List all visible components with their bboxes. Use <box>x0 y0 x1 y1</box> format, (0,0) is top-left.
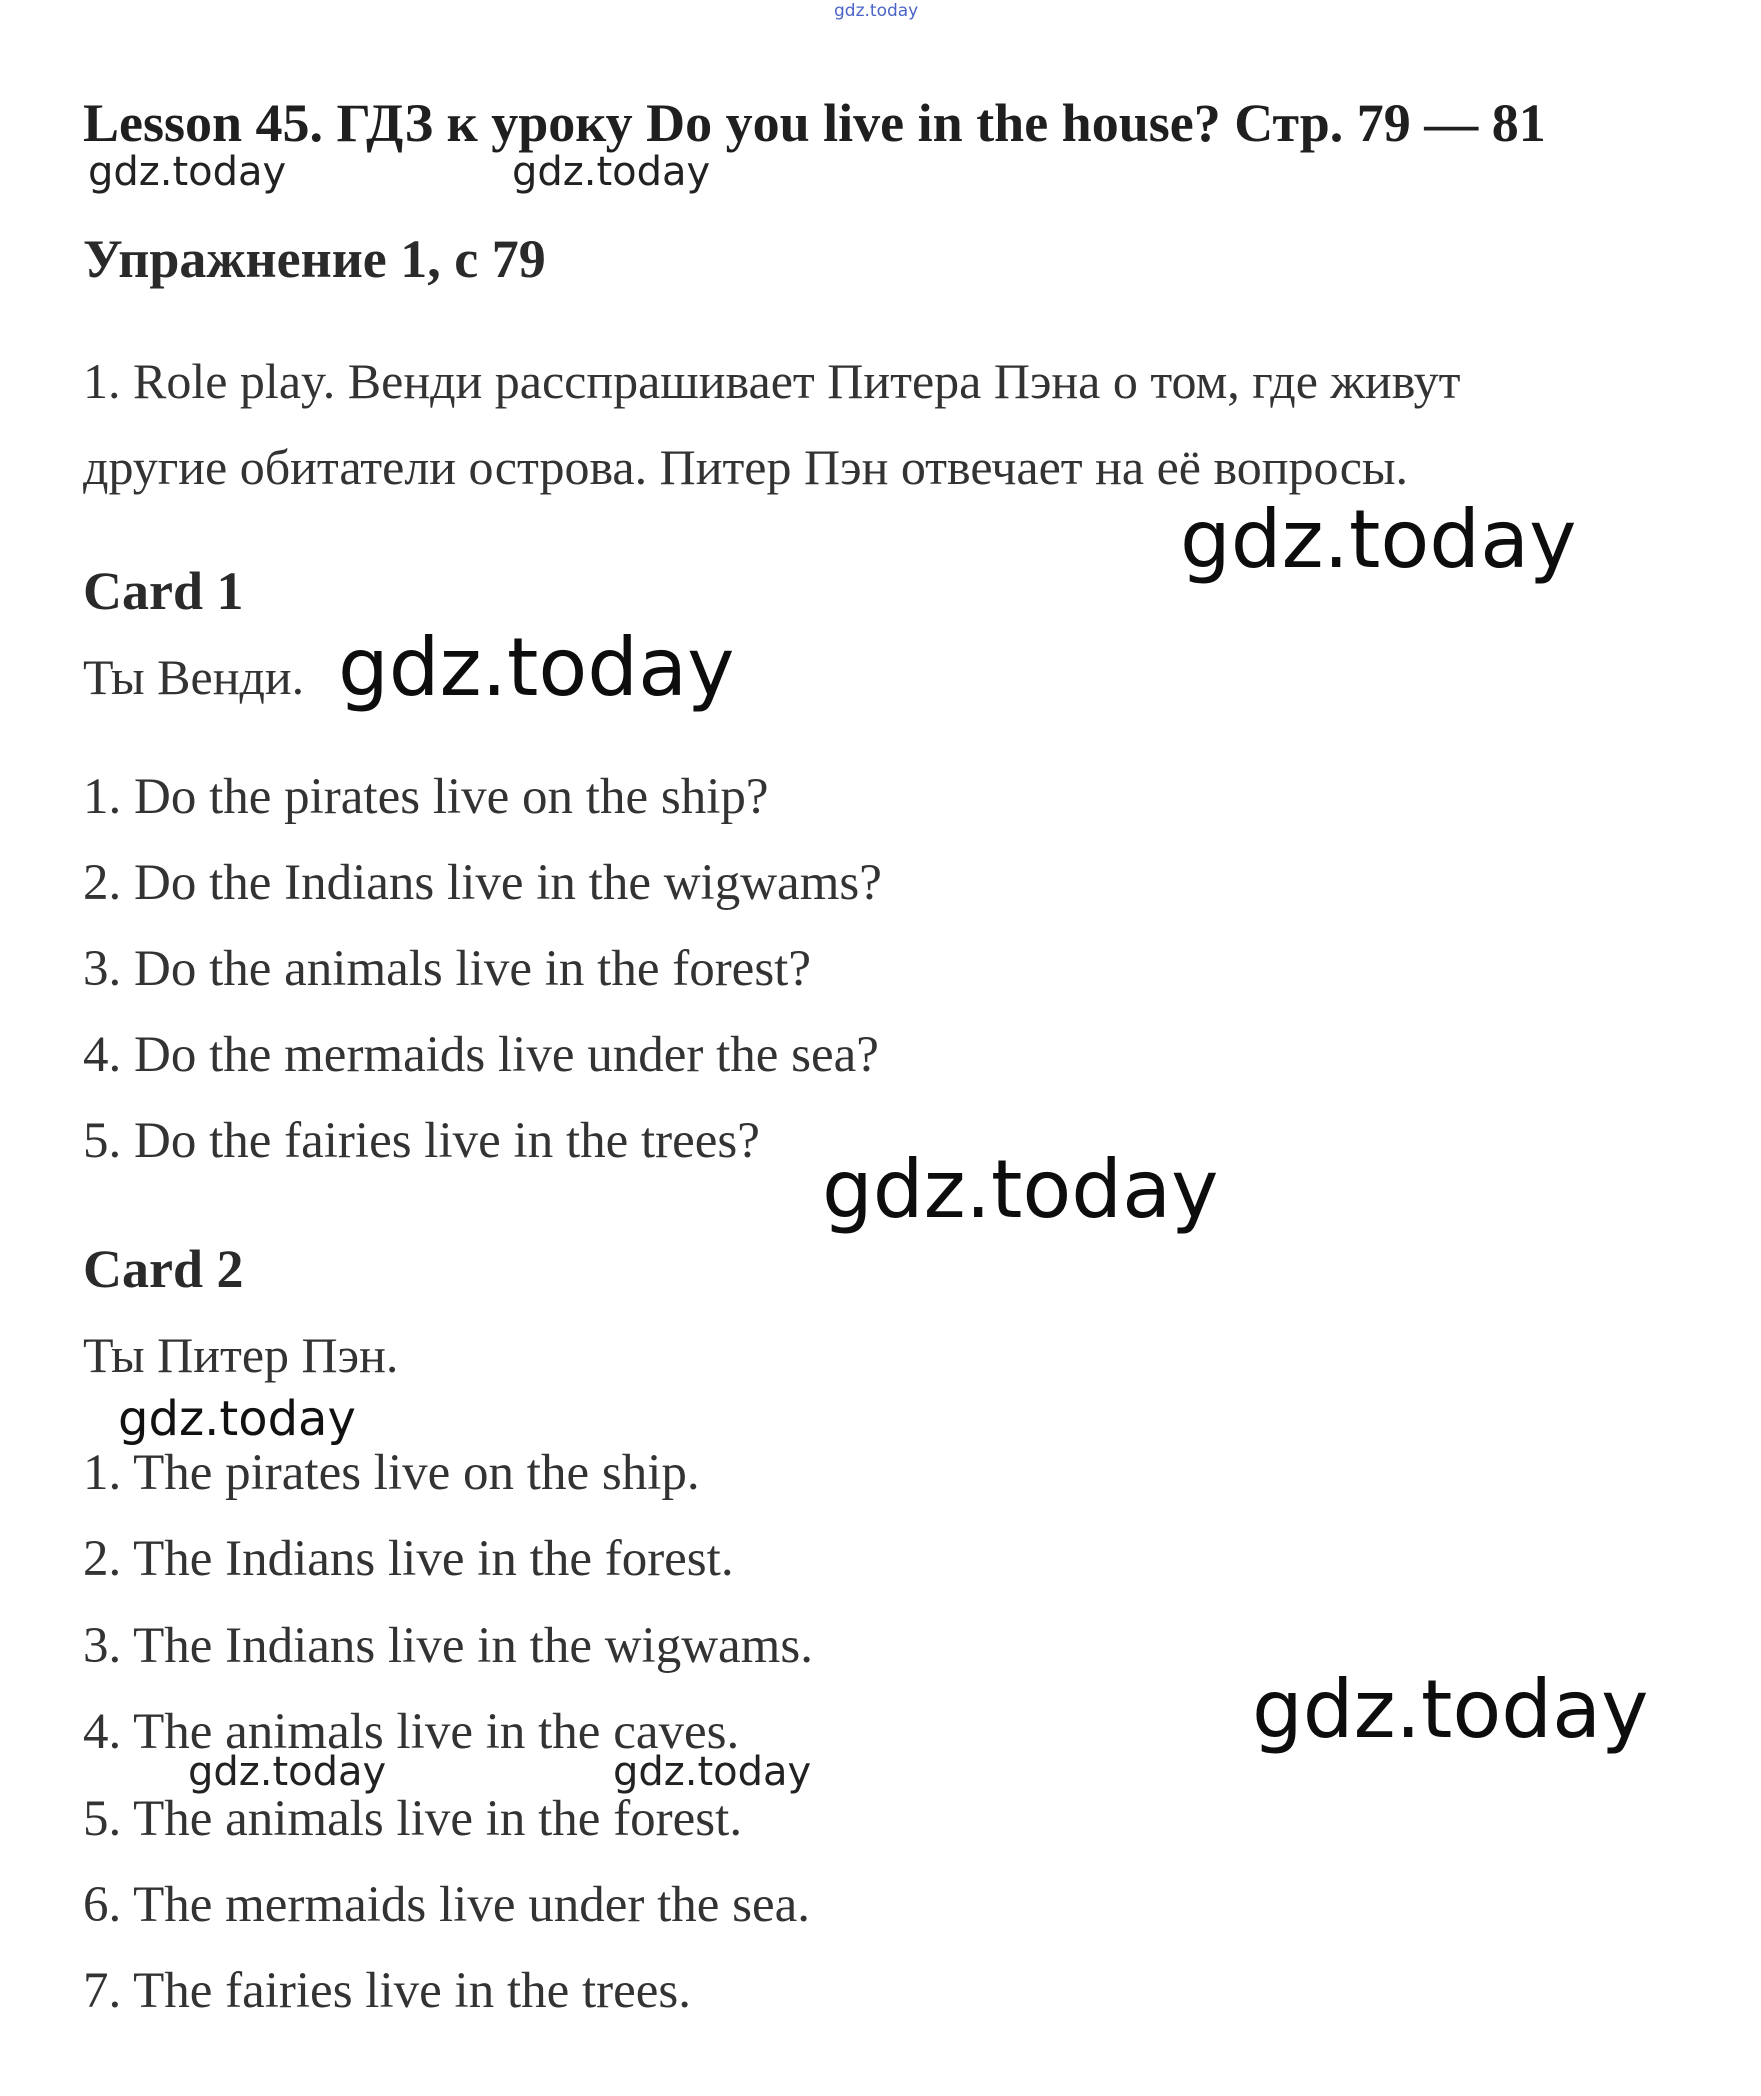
card-1-line: 2. Do the Indians live in the wigwams? <box>83 855 882 911</box>
watermark: gdz.today <box>1252 1663 1649 1756</box>
watermark-top: gdz.today <box>834 1 919 21</box>
card-2-line: 4. The animals live in the caves. <box>83 1704 740 1760</box>
watermark: gdz.today <box>512 149 711 195</box>
task-line-1: 1. Role play. Венди расспрашивает Питера Пэна о том, где живут <box>83 353 1461 409</box>
watermark: gdz.today <box>338 621 735 714</box>
card-2-heading: Card 2 <box>83 1239 244 1299</box>
card-2-role: Ты Питер Пэн. <box>83 1327 399 1383</box>
task-line-2: другие обитатели острова. Питер Пэн отвечает на её вопросы. <box>83 439 1409 495</box>
card-1-role: Ты Венди. <box>83 649 305 705</box>
watermark: gdz.today <box>88 149 287 195</box>
watermark: gdz.today <box>1180 493 1577 586</box>
card-2-line: 7. The fairies live in the trees. <box>83 1963 692 2019</box>
card-1-line: 4. Do the mermaids live under the sea? <box>83 1027 879 1083</box>
card-1-line: 3. Do the animals live in the forest? <box>83 941 811 997</box>
card-2-line: 1. The pirates live on the ship. <box>83 1445 700 1501</box>
exercise-heading: Упражнение 1, с 79 <box>83 229 546 289</box>
watermark: gdz.today <box>613 1749 812 1795</box>
card-2-line: 3. The Indians live in the wigwams. <box>83 1618 813 1674</box>
card-2-line: 6. The mermaids live under the sea. <box>83 1877 810 1933</box>
page-title: Lesson 45. ГДЗ к уроку Do you live in the house? Стр. 79 — 81 <box>83 93 1546 153</box>
card-2-line: 2. The Indians live in the forest. <box>83 1531 734 1587</box>
card-1-line: 1. Do the pirates live on the ship? <box>83 769 769 825</box>
card-2-line: 5. The animals live in the forest. <box>83 1791 743 1847</box>
watermark: gdz.today <box>188 1749 387 1795</box>
watermark: gdz.today <box>822 1143 1219 1236</box>
card-1-heading: Card 1 <box>83 561 244 621</box>
card-1-line: 5. Do the fairies live in the trees? <box>83 1113 760 1169</box>
watermark: gdz.today <box>118 1391 356 1447</box>
